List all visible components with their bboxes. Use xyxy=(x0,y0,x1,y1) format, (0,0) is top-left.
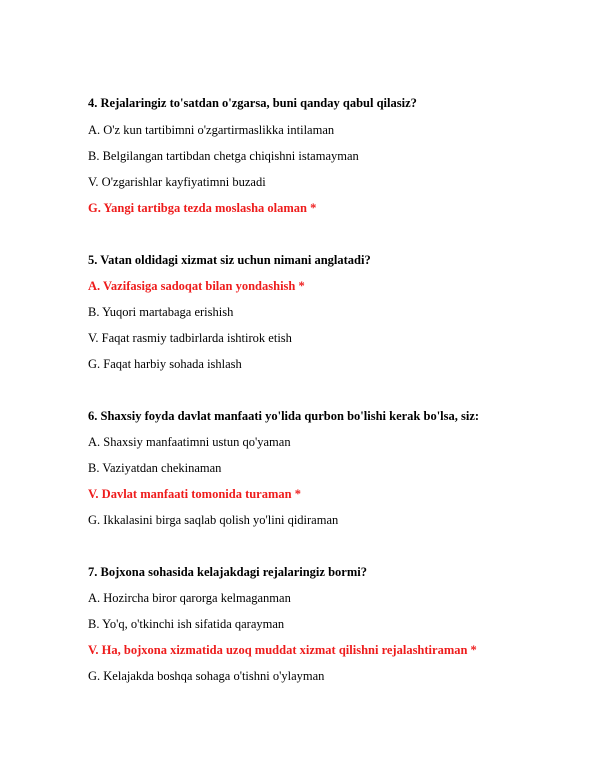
question-6-option-v-correct: V. Davlat manfaati tomonida turaman * xyxy=(88,487,301,501)
question-7-option-b: B. Yo'q, o'tkinchi ish sifatida qarayman xyxy=(88,617,285,631)
question-6-option-g: G. Ikkalasini birga saqlab qolish yo'lini qidiraman xyxy=(88,513,339,527)
question-4-option-g-correct: G. Yangi tartibga tezda moslasha olaman * xyxy=(88,201,317,215)
question-7-option-v-correct: V. Ha, bojxona xizmatida uzoq muddat xizmat qilishni rejalashtiraman * xyxy=(88,643,477,657)
question-7-option-a: A. Hozircha biror qarorga kelmaganman xyxy=(88,591,291,605)
question-5: 5. Vatan oldidagi xizmat siz uchun nimani anglatadi? xyxy=(88,253,371,267)
question-4-option-a: A. O'z kun tartibimni o'zgartirmaslikka intilaman xyxy=(88,123,335,137)
question-6-option-b: B. Vaziyatdan chekinaman xyxy=(88,461,222,475)
question-6: 6. Shaxsiy foyda davlat manfaati yo'lida qurbon bo'lishi kerak bo'lsa, siz: xyxy=(88,409,480,423)
question-4-option-b: B. Belgilangan tartibdan chetga chiqishni istamayman xyxy=(88,149,359,163)
question-7: 7. Bojxona sohasida kelajakdagi rejalaringiz bormi? xyxy=(88,565,367,579)
question-7-option-g: G. Kelajakda boshqa sohaga o'tishni o'ylayman xyxy=(88,669,325,683)
question-5-option-b: B. Yuqori martabaga erishish xyxy=(88,305,234,319)
question-4: 4. Rejalaringiz to'satdan o'zgarsa, buni qanday qabul qilasiz? xyxy=(88,96,417,110)
question-5-option-a-correct: A. Vazifasiga sadoqat bilan yondashish * xyxy=(88,279,305,293)
question-4-option-v: V. O'zgarishlar kayfiyatimni buzadi xyxy=(88,175,266,189)
question-5-option-v: V. Faqat rasmiy tadbirlarda ishtirok etish xyxy=(88,331,292,345)
question-6-option-a: A. Shaxsiy manfaatimni ustun qo'yaman xyxy=(88,435,291,449)
question-5-option-g: G. Faqat harbiy sohada ishlash xyxy=(88,357,242,371)
